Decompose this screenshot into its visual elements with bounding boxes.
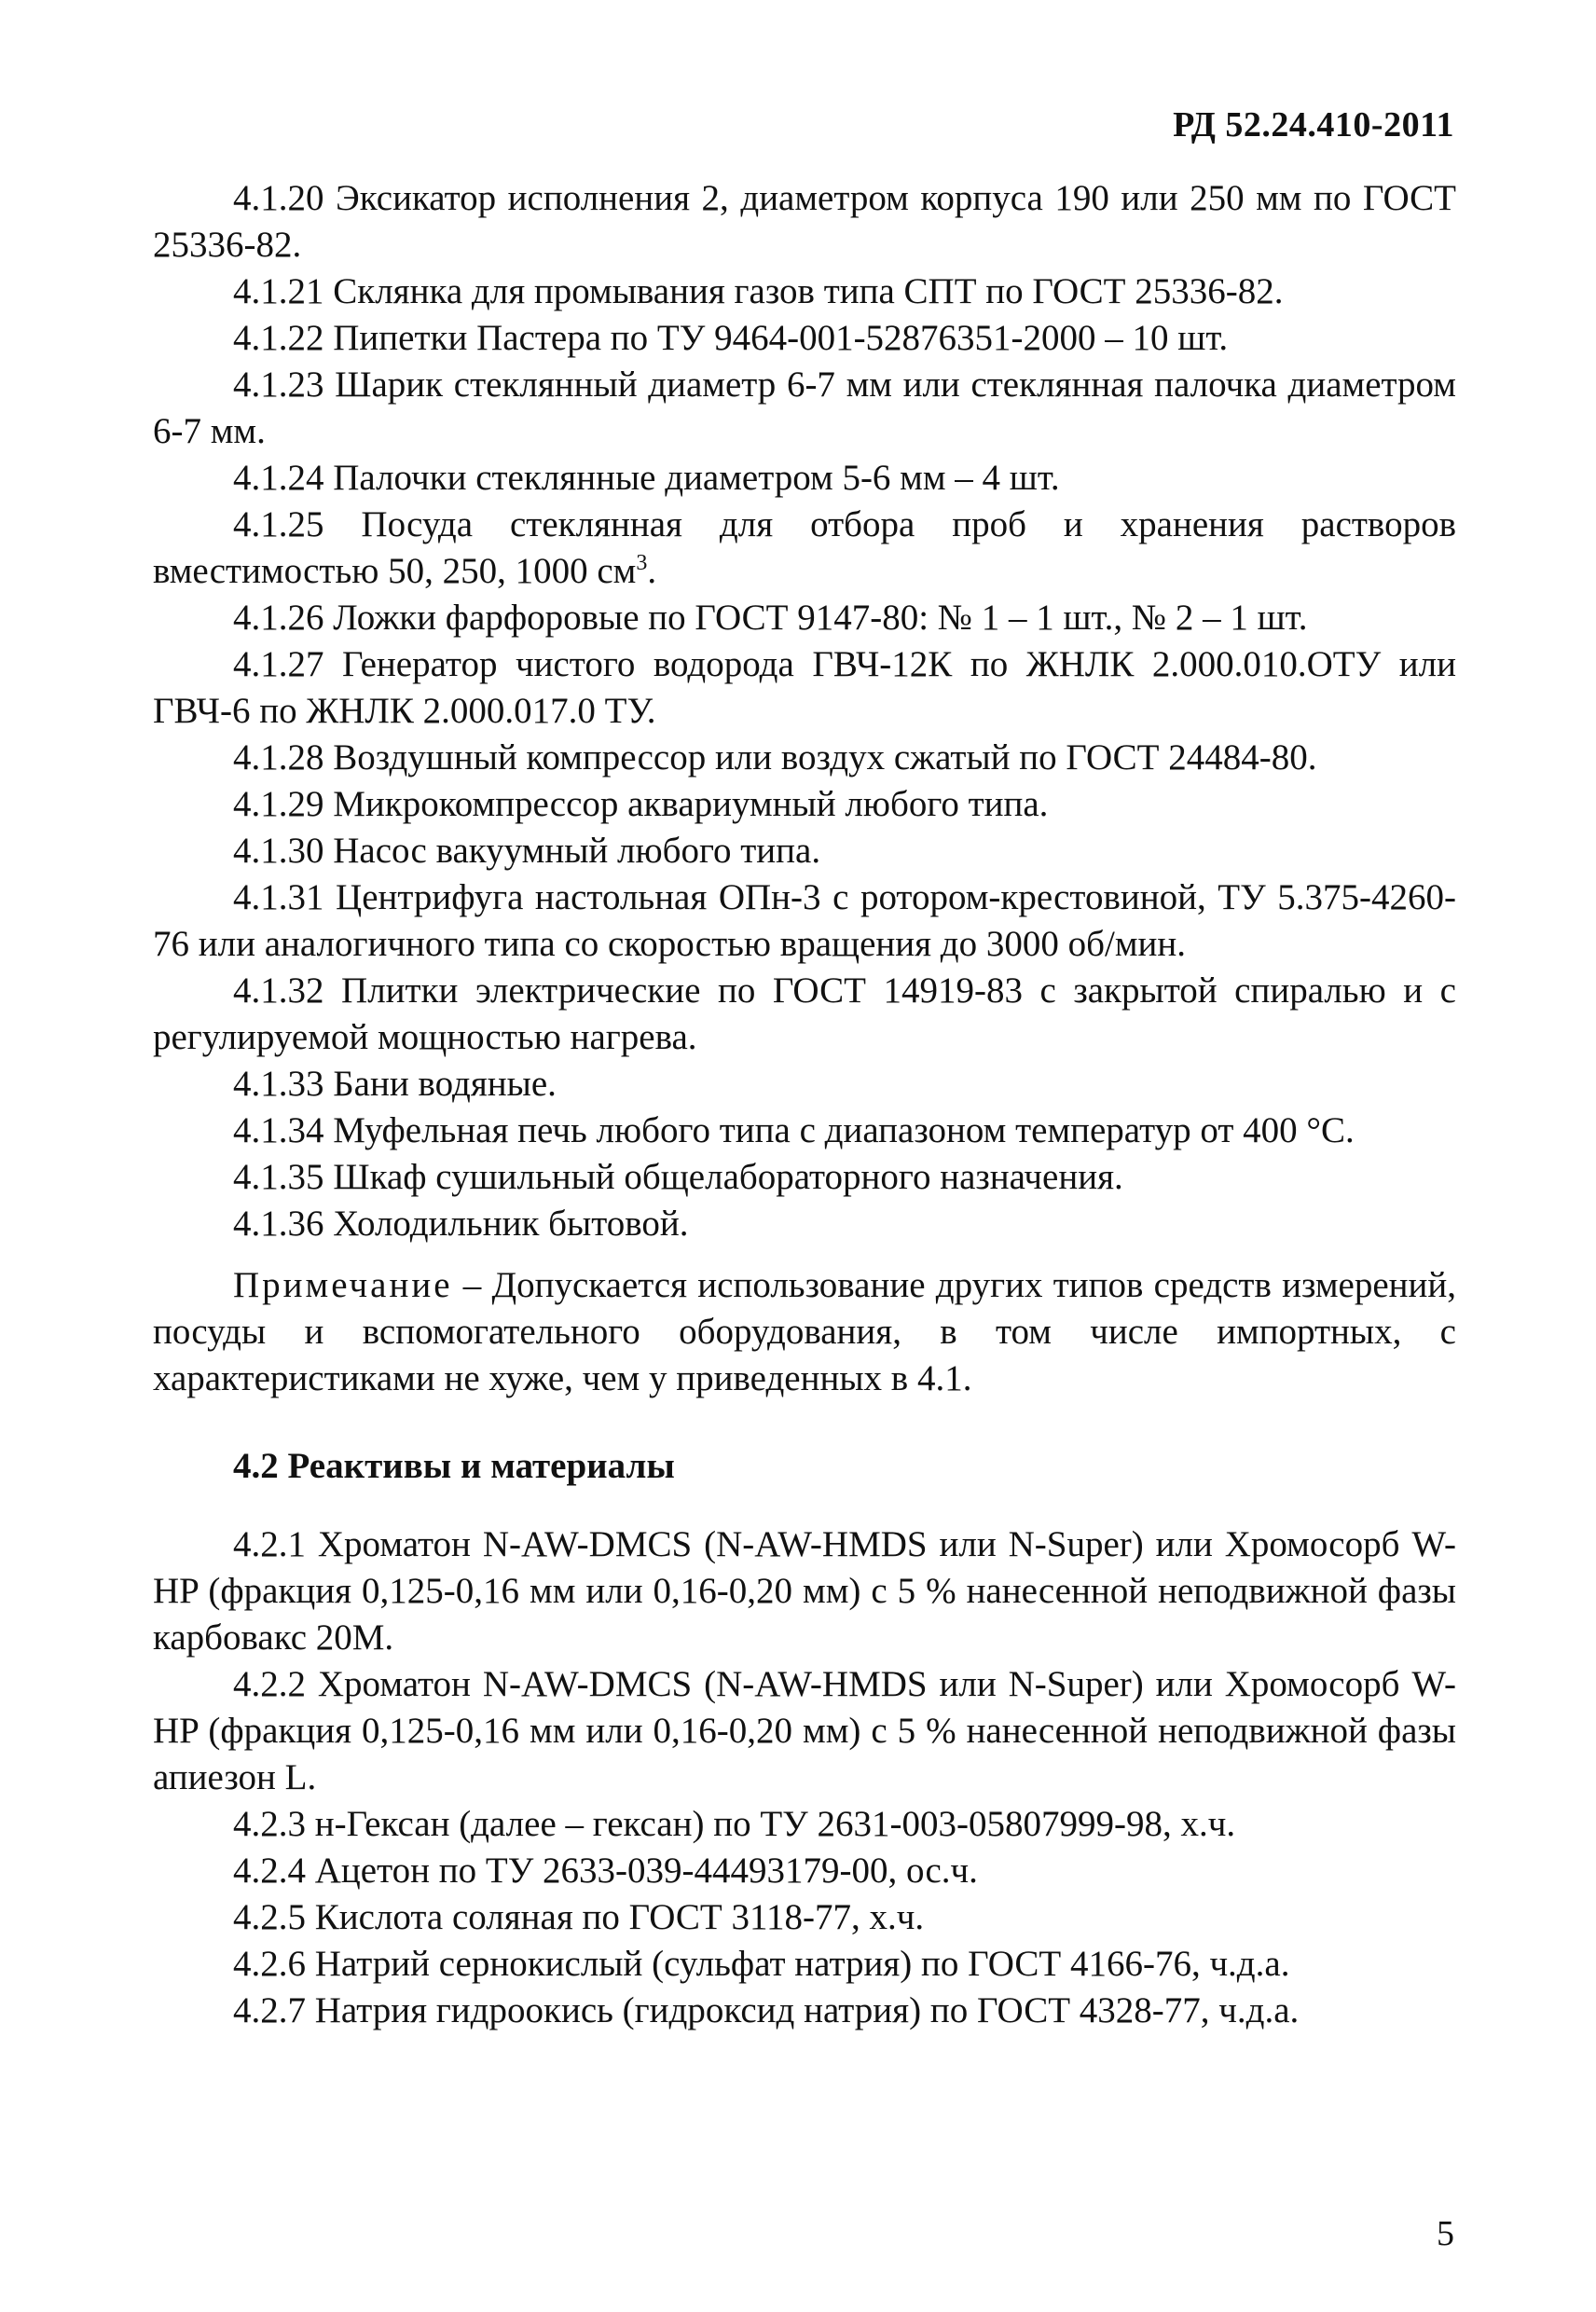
list-item: 4.1.33 Бани водяные.	[233, 1064, 557, 1104]
page-number: 5	[1437, 2214, 1454, 2253]
list-item: 4.1.20 Эксикатор исполнения 2, диаметром корпуса 190 или 250 мм по ГОСТ 25336-82.	[153, 178, 1456, 265]
list-item: 4.1.28 Воздушный компрессор или воздух сжатый по ГОСТ 24484-80.	[233, 737, 1317, 778]
list-item: 4.2.6 Натрий сернокислый (сульфат натрия) по ГОСТ 4166-76, ч.д.а.	[233, 1944, 1290, 1984]
list-item: 4.2.1 Хроматон N-AW-DMCS (N-AW-HMDS или N-Super) или Хромосорб W-HP (фракция 0,125-0,16 мм или 0,16-0,20 мм) с 5 % нанесенной неподвижной фазы карбовакс 20М.	[153, 1524, 1456, 1658]
list-item: 4.1.27 Генератор чистого водорода ГВЧ-12К по ЖНЛК 2.000.010.ОТУ или ГВЧ-6 по ЖНЛК 2.000.017.0 ТУ.	[153, 644, 1456, 731]
list-item: 4.1.36 Холодильник бытовой.	[233, 1204, 689, 1244]
list-item: 4.1.30 Насос вакуумный любого типа.	[233, 831, 821, 871]
list-item: 4.1.35 Шкаф сушильный общелабораторного назначения.	[233, 1157, 1123, 1197]
list-item: 4.1.26 Ложки фарфоровые по ГОСТ 9147-80: № 1 – 1 шт., № 2 – 1 шт.	[233, 598, 1308, 638]
list-item-text: 4.1.25 Посуда стеклянная для отбора проб и хранения растворов вместимостью 50, 250, 1000 см	[153, 504, 1456, 591]
list-item: 4.2.3 н-Гексан (далее – гексан) по ТУ 2631-003-05807999-98, х.ч.	[233, 1804, 1236, 1844]
list-item-end: .	[647, 551, 657, 591]
list-item: 4.2.2 Хроматон N-AW-DMCS (N-AW-HMDS или N-Super) или Хромосорб W-HP (фракция 0,125-0,16 мм или 0,16-0,20 мм) с 5 % нанесенной неподвижной фазы апиезон L.	[153, 1664, 1456, 1797]
document-code-header: РД 52.24.410-2011	[1173, 105, 1454, 144]
note	[153, 1262, 1456, 1402]
list-item: 4.1.34 Муфельная печь любого типа с диапазоном температур от 400 °С.	[233, 1110, 1355, 1150]
list-item: 4.1.22 Пипетки Пастера по ТУ 9464-001-52876351-2000 – 10 шт.	[233, 318, 1229, 358]
list-item: 4.2.7 Натрия гидроокись (гидроксид натрия) по ГОСТ 4328-77, ч.д.а.	[233, 1990, 1300, 2030]
section-heading: 4.2 Реактивы и материалы	[233, 1446, 675, 1486]
list-item: 4.2.4 Ацетон по ТУ 2633-039-44493179-00, ос.ч.	[233, 1851, 978, 1891]
list-item: 4.1.23 Шарик стеклянный диаметр 6-7 мм или стеклянная палочка диаметром 6-7 мм.	[153, 365, 1456, 451]
list-item	[153, 502, 1456, 595]
list-item: 4.1.32 Плитки электрические по ГОСТ 14919-83 с закрытой спиралью и с регулируемой мощностью нагрева.	[153, 970, 1456, 1057]
note-label: Примечание	[233, 1265, 453, 1305]
superscript: 3	[636, 551, 648, 575]
note-text: – Допускается использование других типов средств измерений, посуды и вспомогательного оборудования, в том числе импортных, с характеристиками не хуже, чем у приведенных в 4.1.	[153, 1265, 1456, 1398]
list-item: 4.1.31 Центрифуга настольная ОПн-3 с ротором-крестовиной, ТУ 5.375-4260-76 или аналогичного типа со скоростью вращения до 3000 об/мин.	[153, 877, 1456, 964]
list-item: 4.1.29 Микрокомпрессор аквариумный любого типа.	[233, 784, 1049, 824]
list-item: 4.1.21 Склянка для промывания газов типа СПТ по ГОСТ 25336-82.	[233, 271, 1284, 311]
document-body	[153, 175, 1456, 2034]
list-item: 4.2.5 Кислота соляная по ГОСТ 3118-77, х.ч.	[233, 1897, 925, 1937]
list-item: 4.1.24 Палочки стеклянные диаметром 5-6 мм – 4 шт.	[233, 458, 1060, 498]
